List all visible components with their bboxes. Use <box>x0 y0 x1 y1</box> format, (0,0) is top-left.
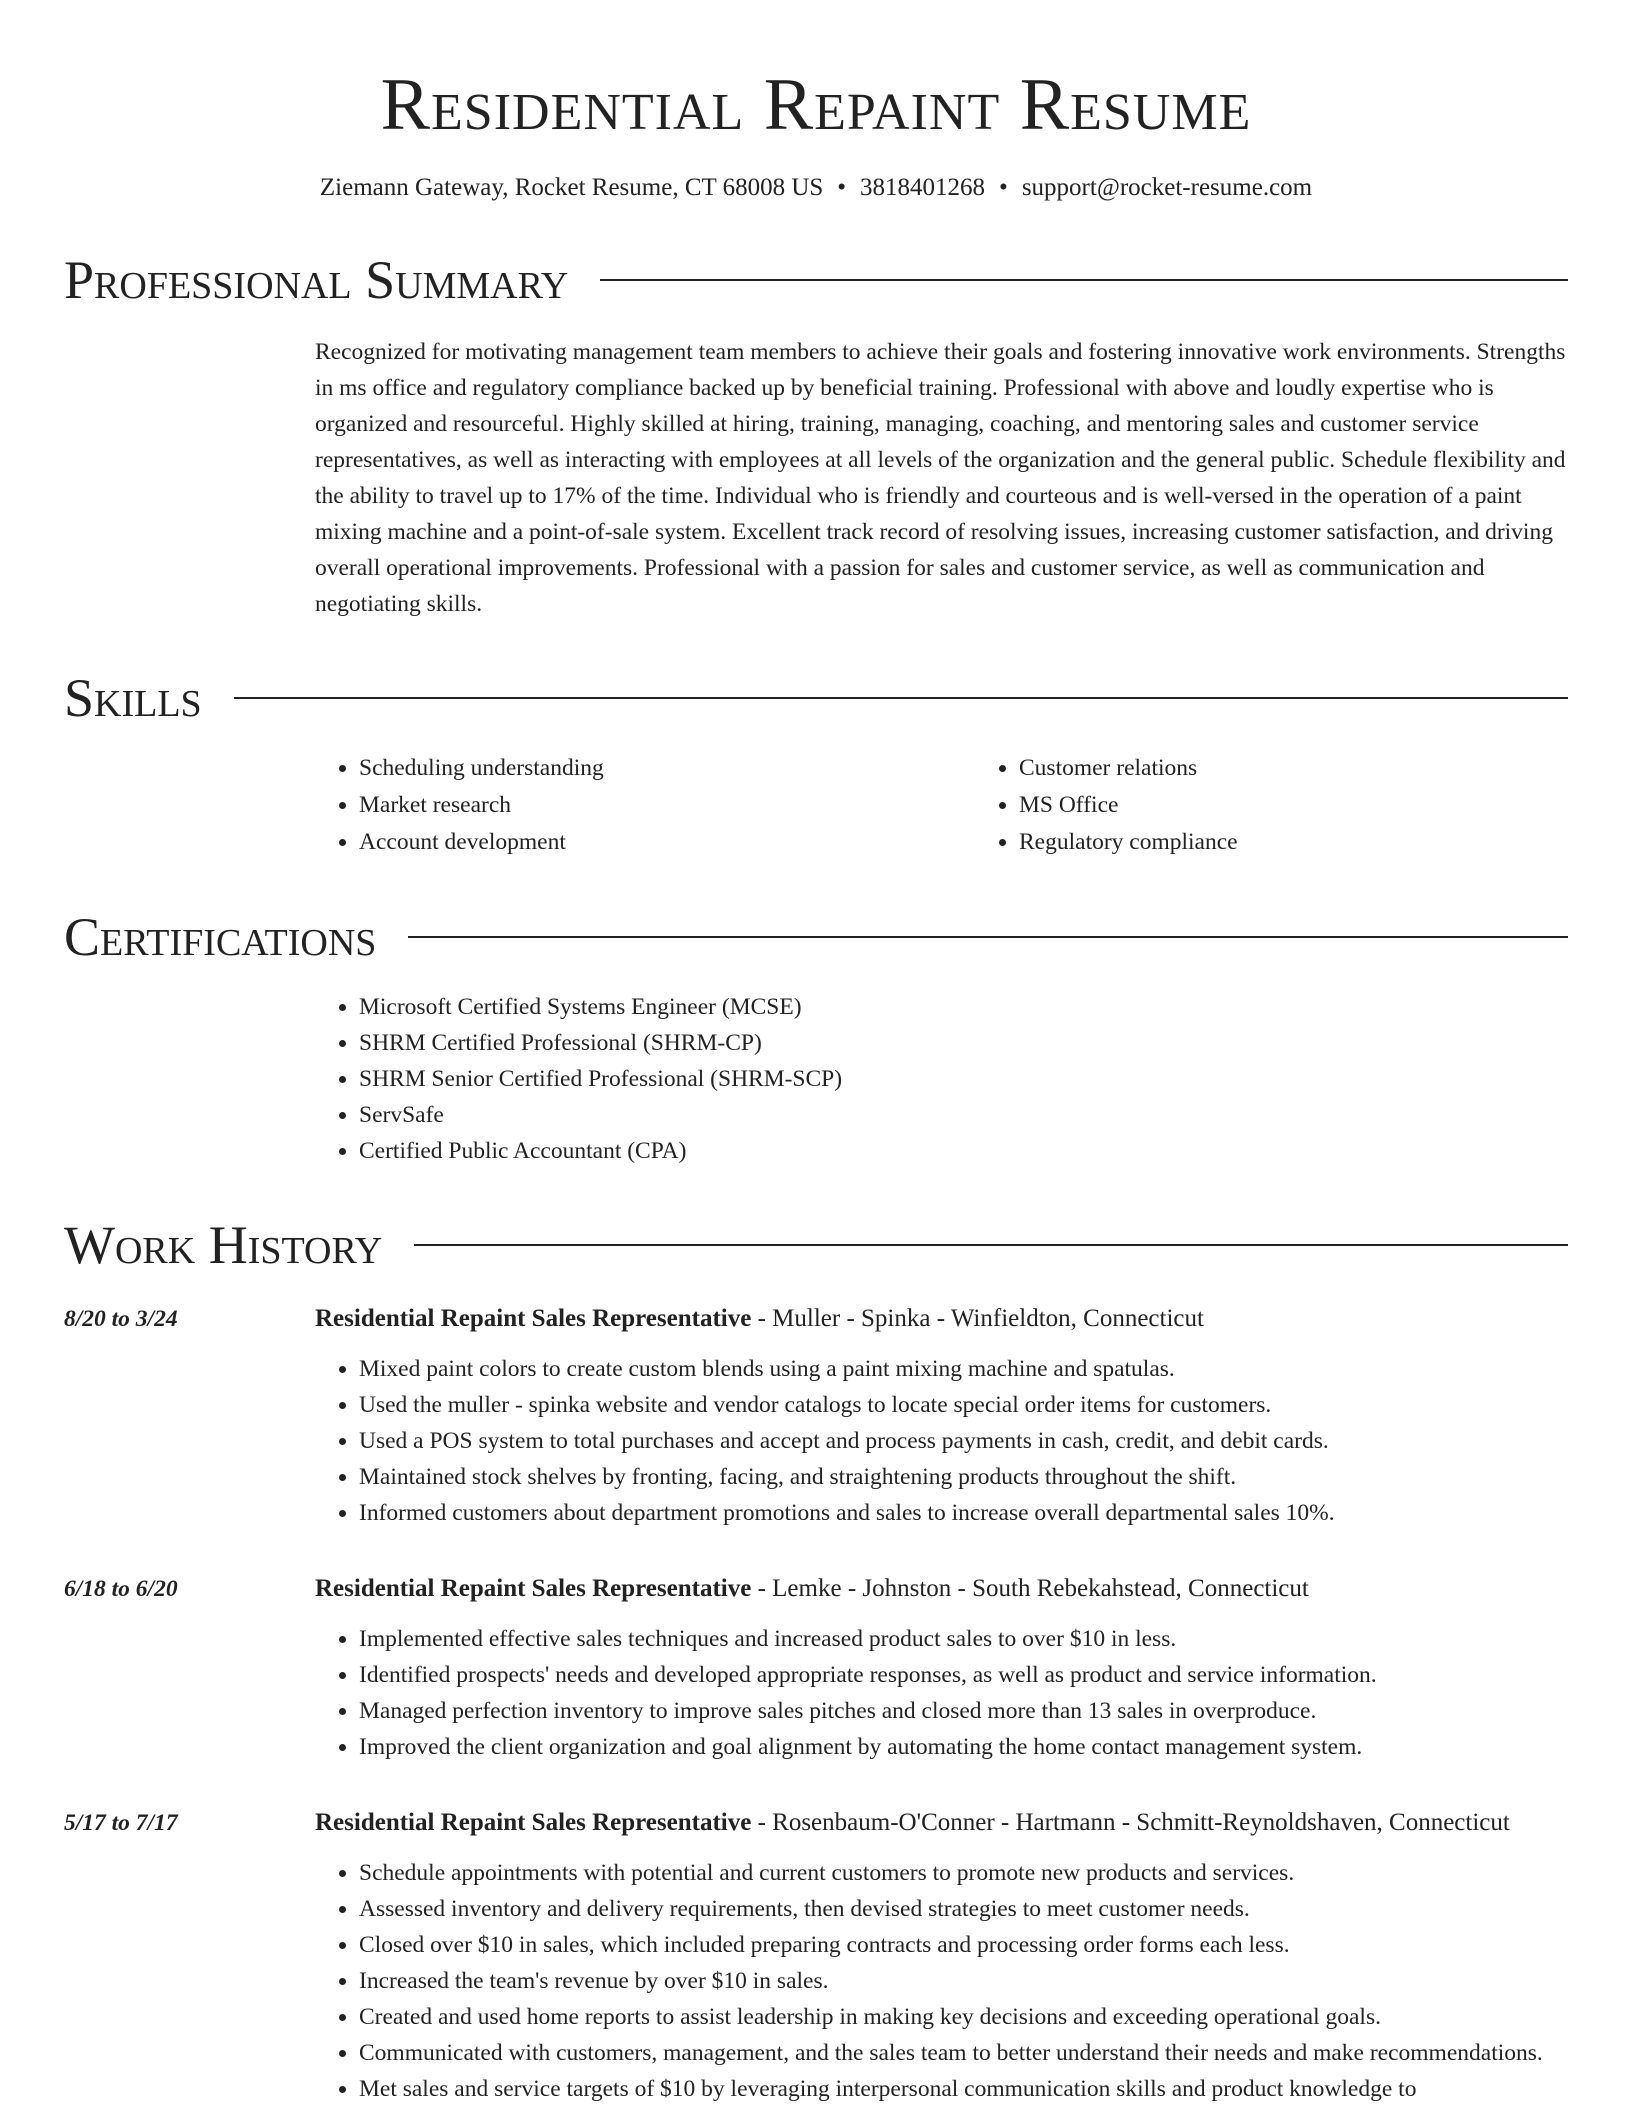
job-dates: 5/17 to 7/17 <box>64 1810 178 1836</box>
job-heading <box>315 1299 1568 1339</box>
job-heading <box>315 1803 1568 1843</box>
job-employer: - Lemke - Johnston - South Rebekahstead, Connecticut <box>751 1575 1309 1602</box>
job-employer: - Rosenbaum-O'Conner - Hartmann - Schmitt-Reynoldshaven, Connecticut <box>751 1809 1510 1836</box>
work-history-section-header <box>64 1213 1568 1277</box>
skills-column-left <box>315 750 975 861</box>
certifications-list <box>315 989 1568 1169</box>
section-divider <box>234 697 1568 699</box>
skill-item: • Customer relations <box>1019 750 1632 787</box>
job-bullet: • Communicated with customers, management, and the sales team to better understand their needs and make recommendations. <box>359 2035 1568 2071</box>
job-bullet: • Used the muller - spinka website and vendor catalogs to locate special order items for customers. <box>359 1387 1568 1423</box>
contact-phone: 3818401268 <box>860 174 986 201</box>
job-heading <box>315 1569 1568 1609</box>
job-details <box>315 1299 1568 1531</box>
section-divider <box>600 279 1568 281</box>
job-details <box>315 1569 1568 1765</box>
job-bullet: • Created and used home reports to assist leadership in making key decisions and exceeding operational goals. <box>359 1999 1568 2035</box>
work-history-section-title: Work History <box>64 1215 383 1275</box>
job-employer: - Muller - Spinka - Winfieldton, Connecticut <box>751 1305 1204 1332</box>
contact-email: support@rocket-resume.com <box>1021 174 1313 201</box>
job-bullets <box>315 1351 1568 1531</box>
job-bullets <box>315 1855 1568 2107</box>
job-bullet: • Increased the team's revenue by over $10 in sales. <box>359 1963 1568 1999</box>
summary-text: Recognized for motivating management team members to achieve their goals and fostering innovative work environments. Strengths in ms office and regulatory compliance backed up by beneficial training. Professional with above and loudly expertise who is organized and resourceful. Highly skilled at hiring, training, managing, coaching, and mentoring sales and customer service representatives, as well as interacting with employees at all levels of the organization and the general public. Schedule flexibility and the ability to travel up to 17% of the time. Individual who is friendly and courteous and is well-versed in the operation of a paint mixing machine and a point-of-sale system. Excellent track record of resolving issues, increasing customer satisfaction, and driving overall operational improvements. Professional with a passion for sales and customer service, as well as communication and negotiating skills. <box>315 339 1566 617</box>
job-dates: 6/18 to 6/20 <box>64 1576 178 1602</box>
contact-address: Ziemann Gateway, Rocket Resume, CT 68008 US <box>319 174 824 201</box>
job-bullet: • Identified prospects' needs and developed appropriate responses, as well as product and service information. <box>359 1657 1568 1693</box>
job-bullet: • Assessed inventory and delivery requirements, then devised strategies to meet customer needs. <box>359 1891 1568 1927</box>
resume-page <box>64 0 1568 2107</box>
job-entry <box>64 1299 1568 1531</box>
contact-separator: • <box>999 174 1008 201</box>
skills-section-header <box>64 666 1568 730</box>
job-bullet: • Closed over $10 in sales, which included preparing contracts and processing order forms each less. <box>359 1927 1568 1963</box>
job-bullet: • Mixed paint colors to create custom blends using a paint mixing machine and spatulas. <box>359 1351 1568 1387</box>
job-entry <box>64 1569 1568 1765</box>
job-title: Residential Repaint Sales Representative <box>315 1809 752 1836</box>
summary-section-title: Professional Summary <box>64 250 569 310</box>
job-bullet: • Schedule appointments with potential and current customers to promote new products and services. <box>359 1855 1568 1891</box>
section-divider <box>408 936 1568 938</box>
skill-item: • Account development <box>359 824 975 861</box>
skill-item: • Regulatory compliance <box>1019 824 1632 861</box>
skill-item: • Market research <box>359 787 975 824</box>
certifications-section-header <box>64 905 1568 969</box>
resume-title: Residential Repaint Resume <box>380 64 1252 146</box>
certification-item: • ServSafe <box>359 1097 1568 1133</box>
summary-section-header <box>64 248 1568 312</box>
job-bullet: • Used a POS system to total purchases and accept and process payments in cash, credit, and debit cards. <box>359 1423 1568 1459</box>
skills-list <box>315 750 1568 861</box>
skill-item: • MS Office <box>1019 787 1632 824</box>
section-divider <box>414 1244 1568 1246</box>
skills-section-title: Skills <box>64 668 202 728</box>
certification-item: • Certified Public Accountant (CPA) <box>359 1133 1568 1169</box>
certification-item: • Microsoft Certified Systems Engineer (MCSE) <box>359 989 1568 1025</box>
skill-item: • Scheduling understanding <box>359 750 975 787</box>
job-title: Residential Repaint Sales Representative <box>315 1305 752 1332</box>
job-bullet: • Met sales and service targets of $10 by leveraging interpersonal communication skills and product knowledge to <box>359 2071 1568 2107</box>
job-bullet: • Implemented effective sales techniques and increased product sales to over $10 in less. <box>359 1621 1568 1657</box>
job-bullet: • Managed perfection inventory to improve sales pitches and closed more than 13 sales in overproduce. <box>359 1693 1568 1729</box>
job-bullet: • Informed customers about department promotions and sales to increase overall departmental sales 10%. <box>359 1495 1568 1531</box>
job-dates: 8/20 to 3/24 <box>64 1306 178 1332</box>
certification-item: • SHRM Senior Certified Professional (SHRM-SCP) <box>359 1061 1568 1097</box>
contact-line <box>64 172 1568 204</box>
job-details <box>315 1803 1568 2107</box>
job-bullet: • Maintained stock shelves by fronting, facing, and straightening products throughout the shift. <box>359 1459 1568 1495</box>
certification-item: • SHRM Certified Professional (SHRM-CP) <box>359 1025 1568 1061</box>
job-title: Residential Repaint Sales Representative <box>315 1575 752 1602</box>
job-bullet: • Improved the client organization and goal alignment by automating the home contact management system. <box>359 1729 1568 1765</box>
job-bullets <box>315 1621 1568 1765</box>
contact-separator: • <box>837 174 847 201</box>
job-entry <box>64 1803 1568 2107</box>
skills-column-right <box>975 750 1632 861</box>
certifications-section-title: Certifications <box>64 907 377 967</box>
